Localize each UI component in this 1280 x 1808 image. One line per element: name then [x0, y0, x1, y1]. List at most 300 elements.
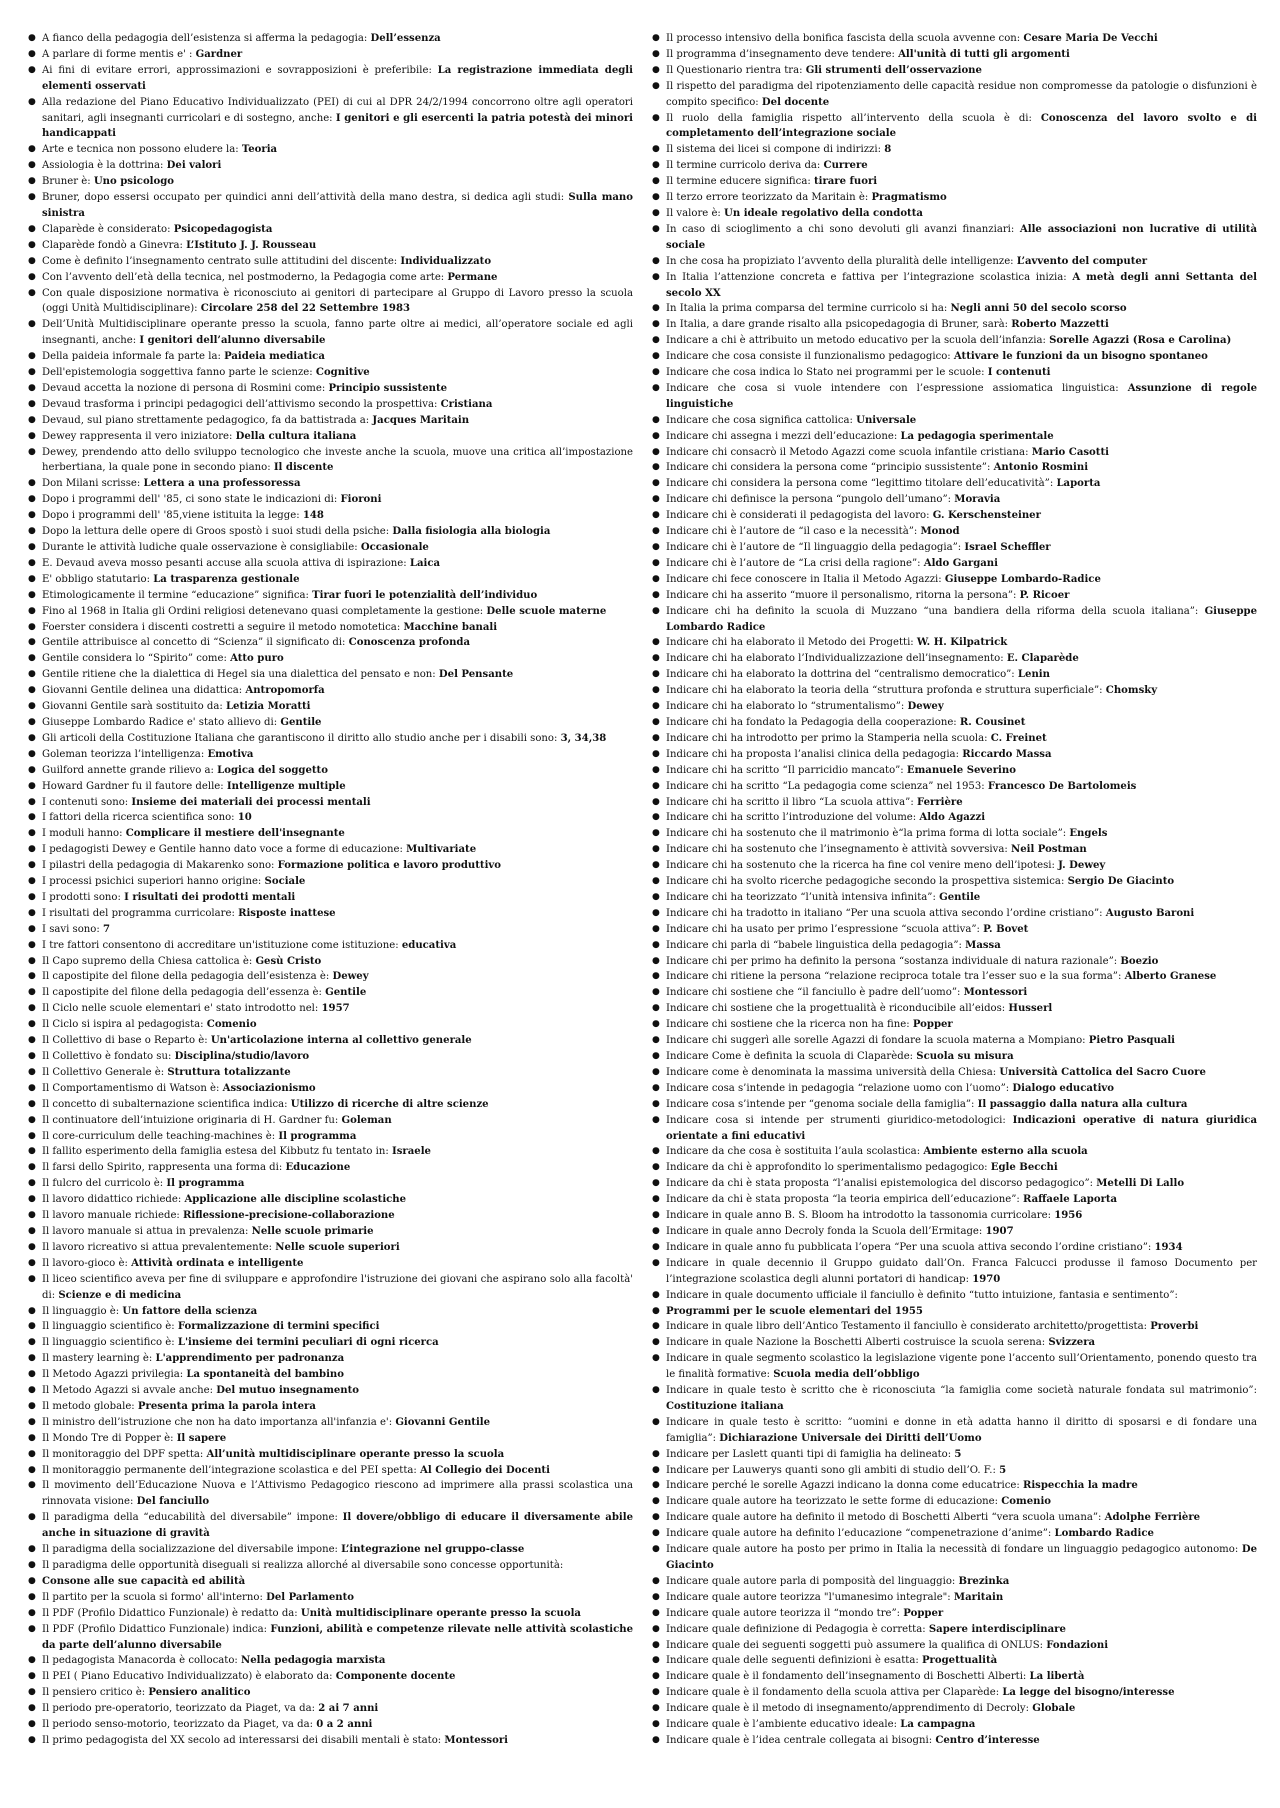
answer-text: 1956 [1054, 1210, 1083, 1222]
answer-text: Adolphe Ferrière [1104, 1512, 1201, 1524]
answer-text: Gardner [195, 48, 243, 60]
bullet-icon: ● [652, 494, 660, 505]
answer-text: Paideia mediatica [224, 351, 325, 363]
question-text: In che cosa ha propiziato l’avvento della pluralità delle intelligenze: [666, 255, 1017, 267]
qa-item [28, 492, 633, 508]
bullet-icon: ● [652, 1210, 660, 1221]
qa-item [28, 1256, 633, 1272]
qa-item [28, 1463, 633, 1479]
bullet-icon: ● [28, 557, 36, 568]
answer-text: Individualizzato [400, 255, 492, 267]
question-text: Il termine educere significa: [666, 176, 814, 188]
bullet-icon: ● [652, 1051, 660, 1061]
answer-text: Del mutuo insegnamento [216, 1385, 360, 1397]
qa-item [28, 938, 633, 954]
bullet-icon: ● [652, 1544, 660, 1555]
bullet-icon: ● [28, 33, 36, 43]
bullet-icon: ● [652, 1019, 660, 1030]
question-text: Il Metodo Agazzi si avvale anche: [42, 1385, 217, 1397]
question-text: Indicare per Lauwerys quanti sono gli ambiti di studio dell’O. F.: [666, 1464, 1000, 1476]
bullet-icon: ● [28, 637, 36, 648]
qa-item [28, 95, 633, 143]
qa-item [28, 826, 633, 842]
answer-text: Pragmatismo [871, 192, 947, 204]
qa-item [652, 1717, 1257, 1733]
question-text: In Italia l’attenzione concreta e fattiva per l’integrazione scolastica inizia: [666, 271, 1073, 283]
bullet-icon: ● [652, 971, 660, 982]
qa-item [28, 524, 633, 540]
bullet-icon: ● [28, 494, 36, 505]
answer-text: Sorelle Agazzi (Rosa e Carolina) [1049, 335, 1232, 347]
answer-text: Logica del soggetto [217, 764, 328, 776]
qa-item [28, 1129, 633, 1145]
question-text: Il continuatore dell’intuizione originaria di H. Gardner fu: [42, 1114, 342, 1126]
question-text: Il fallito esperimento della famiglia estesa del Kibbutz fu tentato in: [42, 1146, 393, 1158]
question-text: Il rispetto del paradigma del ripotenziamento delle capacità residue non compromesse da patologie o disfunzioni è compito specifico: [666, 80, 1257, 108]
bullet-icon: ● [28, 1130, 36, 1141]
question-text: Indicare chi ha definito la scuola di Muzzano “una bandiera della riforma della scuola italiana”: [666, 605, 1205, 617]
qa-item [28, 270, 633, 286]
question-text: I pilastri della pedagogia di Makarenko sono: [42, 860, 278, 872]
bullet-icon: ● [652, 526, 660, 537]
answer-text: Chomsky [1105, 685, 1158, 697]
question-text: Indicare chi ha scritto “La pedagogia come scienza” nel 1953: [666, 780, 988, 792]
qa-item [652, 1351, 1257, 1383]
question-text: Indicare chi ha introdotto per primo la Stamperia nella scuola: [666, 732, 991, 744]
question-text: Il lavoro-gioco è: [42, 1257, 132, 1269]
answer-text: Educazione [285, 1162, 351, 1174]
qa-item [28, 1319, 633, 1335]
bullet-icon: ● [28, 96, 36, 107]
answer-text: Complicare il mestiere dell'insegnante [125, 828, 345, 840]
answer-text: Il discente [273, 462, 334, 474]
answer-text: Gli strumenti dell’osservazione [805, 64, 982, 76]
qa-item [28, 1367, 633, 1383]
qa-item [652, 1081, 1257, 1097]
answer-text: Del fanciullo [136, 1496, 210, 1508]
answer-text: E. Claparède [1006, 653, 1079, 665]
bullet-icon: ● [652, 1035, 660, 1046]
qa-item [28, 1065, 633, 1081]
qa-item [652, 476, 1257, 492]
qa-item [28, 1669, 633, 1685]
answer-text: Disciplina/studio/lavoro [174, 1051, 310, 1062]
qa-item [28, 1097, 633, 1113]
answer-text: I contenuti [987, 367, 1051, 379]
answer-text: Svizzera [1048, 1337, 1096, 1349]
answer-text: De Giacinto [666, 1544, 1257, 1571]
answer-text: Formalizzazione di termini specifici [177, 1321, 380, 1333]
qa-item [652, 604, 1257, 636]
bullet-icon: ● [652, 1114, 660, 1125]
question-text: Indicare chi ha sostenuto che la ricerca ha fine col venire meno dell’ipotesi: [666, 860, 1059, 872]
question-text: I fattori della ricerca scientifica sono: [42, 812, 238, 824]
qa-item [652, 1160, 1257, 1176]
qa-item [652, 969, 1257, 985]
question-text: I pedagogisti Dewey e Gentile hanno dato voce a forme di educazione: [42, 844, 407, 856]
bullet-icon: ● [652, 1162, 660, 1173]
answer-text: Unità multidisciplinare operante presso la scuola [300, 1607, 581, 1619]
bullet-icon: ● [28, 192, 36, 203]
bullet-icon: ● [28, 1051, 36, 1061]
answer-text: Globale [1032, 1703, 1076, 1715]
answer-text: Programmi per le scuole elementari del 1955 [666, 1305, 923, 1317]
qa-item [652, 365, 1257, 381]
question-text: Il monitoraggio del DPF spetta: [42, 1448, 207, 1460]
answer-text: Antropomorfa [245, 685, 325, 697]
question-text: Dopo i programmi dell' '85, ci sono state le indicazioni di: [42, 494, 341, 506]
question-text: Indicare chi ritiene la persona “relazione reciproca totale tra l’esser suo e la sua forma”: [666, 971, 1125, 983]
question-text: Il farsi dello Spirito, rappresenta una forma di: [42, 1162, 286, 1174]
bullet-icon: ● [28, 1305, 36, 1316]
qa-item [652, 842, 1257, 858]
question-text: Indicare quale è il fondamento della scuola attiva per Claparède: [666, 1687, 1003, 1699]
bullet-icon: ● [28, 780, 36, 791]
question-text: Indicare che cosa consiste il funzionalismo pedagogico: [666, 351, 954, 363]
question-text: Il capostipite del filone della pedagogia dell’essenza è: [42, 987, 326, 999]
question-text: Bruner è: [42, 176, 94, 188]
answer-text: Risposte inattese [238, 907, 336, 919]
question-text: Il sistema dei licei si compone di indirizzi: [666, 144, 885, 156]
answer-text: Presenta prima la parola intera [137, 1400, 316, 1412]
qa-item [652, 1335, 1257, 1351]
answer-text: tirare fuori [813, 176, 878, 188]
answer-text: Jacques Maritain [372, 414, 470, 426]
answer-text: Cesare Maria De Vecchi [1023, 33, 1158, 44]
qa-item [652, 1590, 1257, 1606]
answer-text: Proverbi [1150, 1321, 1199, 1333]
qa-item [652, 63, 1257, 79]
question-text: Indicare chi per primo ha definito la persona “sostanza individuale di natura razionale”: [666, 955, 1121, 967]
qa-item [652, 715, 1257, 731]
qa-item [28, 779, 633, 795]
answer-text: Universale [856, 414, 917, 426]
answer-text: Dalla fisiologia alla biologia [392, 526, 551, 538]
question-text: Foerster considera i discenti costretti a seguire il metodo nomotetica: [42, 621, 404, 633]
qa-item [28, 1447, 633, 1463]
answer-text: Currere [823, 160, 868, 172]
answer-text: Lettera a una professoressa [143, 478, 301, 490]
answer-text: P. Ricoer [1019, 589, 1070, 601]
qa-item [652, 1113, 1257, 1145]
answer-text: Montessori [444, 1734, 508, 1746]
qa-item [28, 667, 633, 683]
answer-text: Gentile [280, 716, 322, 728]
answer-text: Tirar fuori le potenzialità dell’individuo [312, 589, 538, 601]
bullet-icon: ● [28, 796, 36, 807]
question-text: Indicare quale autore teorizza "l'umanesimo integrale": [666, 1591, 954, 1603]
question-text: Dopo i programmi dell' '85,viene istituita la legge: [42, 510, 303, 522]
bullet-icon: ● [28, 1448, 36, 1459]
qa-item [28, 1304, 633, 1320]
bullet-icon: ● [652, 478, 660, 489]
question-text: I contenuti sono: [42, 796, 132, 808]
bullet-icon: ● [652, 557, 660, 568]
bullet-icon: ● [652, 1321, 660, 1332]
bullet-icon: ● [652, 1146, 660, 1157]
question-text: Indicare chi ha elaborato la dottrina del “centralismo democratico”: [666, 669, 1018, 681]
question-text: In Italia la prima comparsa del termine curricolo si ha: [666, 303, 951, 315]
answer-text: Al Collegio dei Docenti [420, 1464, 550, 1476]
question-text: A parlare di forme mentis e' : [42, 48, 196, 60]
answer-text: Giuseppe Lombardo Radice [666, 605, 1257, 633]
bullet-icon: ● [28, 1225, 36, 1236]
qa-item [28, 397, 633, 413]
bullet-icon: ● [652, 1003, 660, 1014]
qa-item [652, 492, 1257, 508]
bullet-icon: ● [652, 955, 660, 966]
question-text: Indicare da chi è approfondito lo sperimentalismo pedagogico: [666, 1162, 991, 1174]
bullet-icon: ● [652, 1241, 660, 1252]
question-text: Il PEI ( Piano Educativo Individualizzato) è elaborato da: [42, 1671, 336, 1683]
question-text: Indicare quale autore parla di pomposità del linguaggio: [666, 1575, 959, 1587]
question-text: Indicare per Laslett quanti tipi di famiglia ha delineato: [666, 1448, 955, 1460]
bullet-icon: ● [28, 987, 36, 998]
answer-text: P. Bovet [983, 923, 1029, 935]
bullet-icon: ● [652, 1655, 660, 1666]
qa-item [652, 874, 1257, 890]
bullet-icon: ● [28, 1687, 36, 1698]
answer-text: Teoria [241, 144, 278, 156]
question-text: Indicare chi considera la persona come “legittimo titolare dell’educatività”: [666, 478, 1057, 490]
qa-item [28, 1622, 633, 1654]
qa-item [652, 747, 1257, 763]
answer-text: Multivariate [406, 844, 477, 856]
question-text: Indicare quale autore teorizza il “mondo tre”: [666, 1607, 904, 1619]
qa-item [652, 349, 1257, 365]
qa-item [28, 890, 633, 906]
qa-item [28, 810, 633, 826]
answer-text: Centro d’interesse [935, 1734, 1040, 1746]
answer-text: Pietro Pasquali [1088, 1035, 1176, 1047]
qa-item [652, 270, 1257, 302]
answer-text: J. Dewey [1058, 860, 1106, 872]
question-text: Alla redazione del Piano Educativo Individualizzato (PEI) di cui al DPR 24/2/1994 concorrono oltre agli operatori sanitari, agli insegnanti curricolari e di sostegno, anche: [42, 96, 633, 124]
bullet-icon: ● [652, 1623, 660, 1634]
answer-text: I genitori dell’alunno diversabile [139, 335, 326, 347]
answer-text: C. Freinet [990, 732, 1047, 744]
answer-text: La libertà [1029, 1671, 1085, 1683]
question-text: Il valore è: [666, 207, 725, 219]
answer-text: Un'articolazione interna al collettivo generale [210, 1035, 472, 1047]
bullet-icon: ● [28, 223, 36, 234]
question-text: Indicare chi ha elaborato la teoria della “struttura profonda e struttura superficiale”: [666, 685, 1106, 697]
bullet-icon: ● [28, 1655, 36, 1666]
question-text: Il monitoraggio permanente dell’integrazione scolastica e del PEI spetta: [42, 1464, 421, 1476]
bullet-icon: ● [28, 1273, 36, 1284]
answer-text: Scienze e di medicina [58, 1289, 182, 1301]
bullet-icon: ● [28, 446, 36, 457]
answer-text: Antonio Rosmini [993, 462, 1089, 474]
question-text: Goleman teorizza l’intelligenza: [42, 748, 208, 760]
qa-item [652, 1224, 1257, 1240]
question-text: Il periodo senso-motorio, teorizzato da Piaget, va da: [42, 1719, 317, 1731]
answer-text: 8 [884, 144, 892, 156]
bullet-icon: ● [652, 812, 660, 823]
answer-text: Scuola su misura [916, 1051, 1014, 1062]
bullet-icon: ● [28, 621, 36, 632]
qa-item [28, 1542, 633, 1558]
bullet-icon: ● [28, 1066, 36, 1077]
question-text: Gentile considera lo “Spirito” come: [42, 653, 231, 665]
question-text: In Italia, a dare grande risalto alla psicopedagogia di Bruner, sarà: [666, 319, 1012, 331]
bullet-icon: ● [28, 64, 36, 75]
qa-item [28, 31, 633, 47]
qa-item [28, 1272, 633, 1304]
bullet-icon: ● [28, 971, 36, 982]
question-text: Il PDF (Profilo Didattico Funzionale) è redatto da: [42, 1607, 301, 1619]
question-text: Devaud, sul piano strettamente pedagogico, fa da battistrada a: [42, 414, 373, 426]
bullet-icon: ● [28, 160, 36, 171]
qa-item [652, 190, 1257, 206]
question-text: Indicare chi ha asserito “muore il personalismo, ritorna la persona”: [666, 589, 1020, 601]
question-text: Il paradigma delle opportunità diseguali si realizza allorché al diversabile sono concesse opportunità: [42, 1560, 564, 1571]
qa-item [652, 524, 1257, 540]
question-text: Il movimento dell’Educazione Nuova e l’Attivismo Pedagogico riescono ad imprimere alla prassi scolastica una rinnovata visione: [42, 1480, 633, 1508]
question-text: Indicare Come è definita la scuola di Claparède: [666, 1051, 917, 1062]
question-text: Indicare chi ha scritto l’introduzione del volume: [666, 812, 920, 824]
question-text: Il processo intensivo della bonifica fascista della scuola avvenne con: [666, 33, 1024, 44]
qa-item [652, 779, 1257, 795]
bullet-icon: ● [652, 255, 660, 266]
bullet-icon: ● [652, 669, 660, 680]
qa-item [28, 508, 633, 524]
question-text: Il partito per la scuola si formo' all'interno: [42, 1591, 267, 1603]
question-text: Indicare chi ha svolto ricerche pedagogiche secondo la prospettiva sistemica: [666, 876, 1068, 888]
answer-text: Cristiana [440, 398, 493, 410]
qa-item [652, 1208, 1257, 1224]
bullet-icon: ● [652, 1194, 660, 1205]
bullet-icon: ● [652, 701, 660, 712]
answer-text: Costituzione italiana [666, 1400, 784, 1412]
bullet-icon: ● [652, 573, 660, 584]
bullet-icon: ● [652, 367, 660, 378]
bullet-icon: ● [28, 1416, 36, 1427]
bullet-icon: ● [28, 1385, 36, 1396]
question-text: Indicare chi ha sostenuto che l’insegnamento è attività sovversiva: [666, 844, 1011, 856]
question-text: Indicare chi parla di “babele linguistica della pedagogia”: [666, 939, 966, 951]
bullet-icon: ● [652, 764, 660, 775]
qa-item [652, 1049, 1257, 1065]
bullet-icon: ● [28, 685, 36, 696]
qa-item [652, 1669, 1257, 1685]
qa-item [28, 1510, 633, 1542]
bullet-icon: ● [652, 907, 660, 918]
answer-text: Associazionismo [222, 1082, 316, 1094]
bullet-icon: ● [28, 1719, 36, 1730]
answer-text: Ambiente esterno alla scuola [923, 1146, 1088, 1158]
qa-item [28, 158, 633, 174]
qa-item [28, 858, 633, 874]
bullet-icon: ● [652, 1512, 660, 1523]
question-text: Dopo la lettura delle opere di Groos spostò i suoi studi della psiche: [42, 526, 393, 538]
answer-text: Attivare le funzioni da un bisogno spontaneo [953, 351, 1208, 363]
bullet-icon: ● [28, 860, 36, 871]
qa-item [652, 1144, 1257, 1160]
qa-item [28, 683, 633, 699]
bullet-icon: ● [28, 1560, 36, 1570]
answer-text: Laporta [1056, 478, 1101, 490]
answer-text: Assunzione di regole linguistiche [666, 382, 1258, 410]
bullet-icon: ● [28, 1703, 36, 1714]
qa-item [652, 206, 1257, 222]
question-text: Indicare in quale libro dell’Antico Testamento il fanciullo è considerato architetto/progettista: [666, 1321, 1151, 1333]
bullet-icon: ● [28, 255, 36, 266]
answer-text: Sociale [264, 876, 306, 888]
answer-text: Un ideale regolativo della condotta [724, 207, 923, 219]
qa-item [28, 429, 633, 445]
qa-item [652, 1526, 1257, 1542]
qa-item [652, 429, 1257, 445]
bullet-icon: ● [652, 1639, 660, 1650]
qa-item [28, 413, 633, 429]
qa-item [652, 731, 1257, 747]
bullet-icon: ● [28, 478, 36, 489]
question-text: Claparède fondò a Ginevra: [42, 239, 187, 251]
bullet-icon: ● [652, 335, 660, 346]
qa-item [652, 906, 1257, 922]
qa-item [28, 476, 633, 492]
qa-item [652, 1574, 1257, 1590]
qa-item [28, 588, 633, 604]
question-text: Indicare in quale Nazione la Boschetti Alberti costruisce la scuola serena: [666, 1337, 1049, 1349]
answer-text: L'apprendimento per padronanza [155, 1353, 345, 1365]
qa-item [652, 1494, 1257, 1510]
answer-text: Conoscenza profonda [348, 637, 471, 649]
question-text: In caso di scioglimento a chi sono devoluti gli avanzi finanziari: [666, 223, 1020, 235]
question-text: Il terzo errore teorizzato da Maritain è: [666, 192, 872, 204]
question-text: Con l’avvento dell’età della tecnica, nel postmoderno, la Pedagogia come arte: [42, 271, 448, 283]
question-text: Il PDF (Profilo Didattico Funzionale) indica: [42, 1623, 271, 1635]
qa-item [652, 1176, 1257, 1192]
left-column [28, 31, 633, 1749]
qa-item [652, 79, 1257, 111]
qa-item [28, 238, 633, 254]
answer-text: I risultati dei prodotti mentali [124, 891, 296, 903]
question-text: Indicare chi ha proposta l’analisi clinica della pedagogia: [666, 748, 963, 760]
bullet-icon: ● [28, 1082, 36, 1093]
qa-item [28, 1574, 633, 1590]
question-text: Indicare da chi è stata proposta “la teoria empirica dell’educazione”: [666, 1194, 1023, 1206]
bullet-icon: ● [28, 1194, 36, 1205]
qa-item [28, 731, 633, 747]
bullet-icon: ● [28, 287, 36, 298]
bullet-icon: ● [652, 64, 660, 75]
answer-text: Riccardo Massa [962, 748, 1052, 760]
bullet-icon: ● [652, 1464, 660, 1475]
question-text: Il Capo supremo della Chiesa cattolica è: [42, 955, 256, 967]
qa-item [28, 572, 633, 588]
bullet-icon: ● [28, 48, 36, 59]
question-text: Indicare quale autore ha posto per primo in Italia la necessità di fondare un linguaggio pedagogico autonomo: [666, 1544, 1242, 1556]
bullet-icon: ● [28, 1623, 36, 1634]
bullet-icon: ● [28, 367, 36, 378]
answer-text: Principio sussistente [328, 382, 448, 394]
bullet-icon: ● [652, 716, 660, 727]
question-text: I moduli hanno: [42, 828, 126, 840]
answer-text: 7 [102, 923, 111, 935]
bullet-icon: ● [652, 144, 660, 155]
bullet-icon: ● [652, 1607, 660, 1618]
qa-item [652, 651, 1257, 667]
answer-text: L'insieme dei termini peculiari di ogni ricerca [177, 1337, 439, 1349]
question-text: Indicare chi è considerati il pedagogista del lavoro: [666, 510, 933, 522]
qa-item [28, 222, 633, 238]
answer-text: Husserl [1008, 1003, 1053, 1015]
question-text: Indicare in quale documento ufficiale il fanciullo è definito “tutto intuizione, fantasia e sentimento”: [666, 1289, 1178, 1301]
answer-text: W. H. Kilpatrick [916, 637, 1008, 649]
qa-item [28, 635, 633, 651]
